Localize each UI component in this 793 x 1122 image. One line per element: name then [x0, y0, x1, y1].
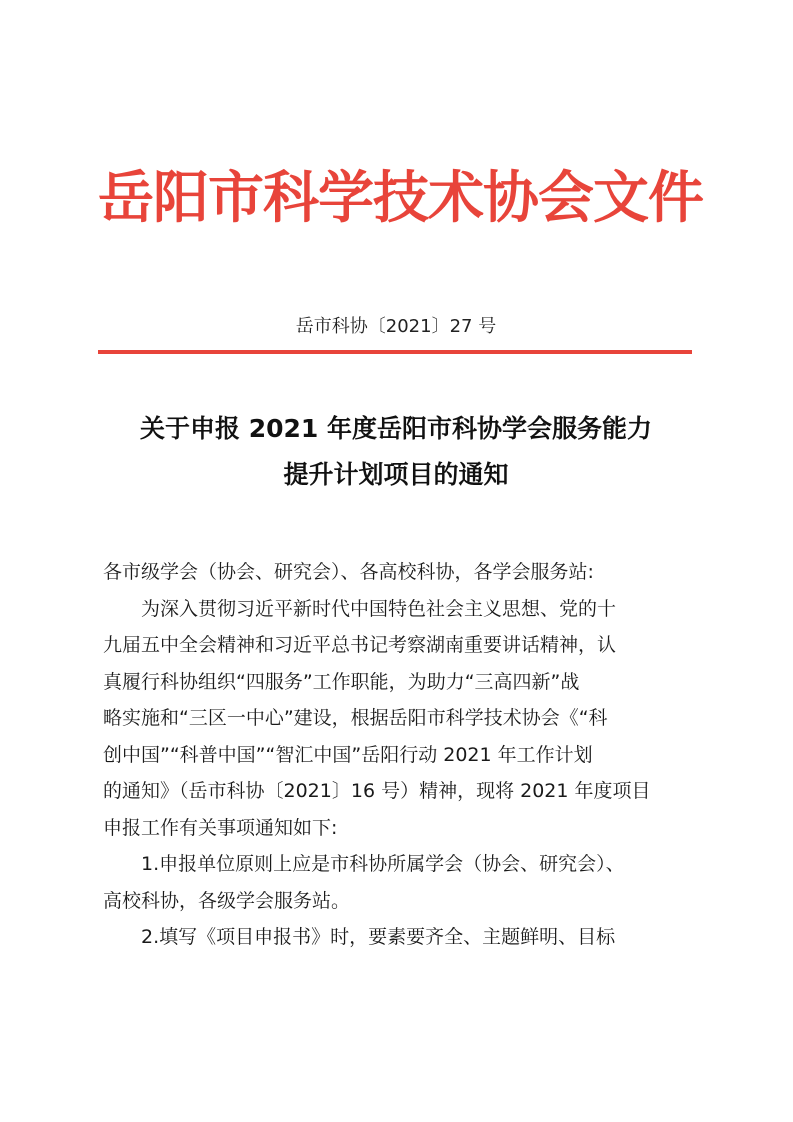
document-number: 岳市科协〔2021〕27 号 [295, 316, 497, 337]
addressee-line: 各市级学会（协会、研究会）、各高校科协，各学会服务站: [103, 561, 594, 583]
notice-body [103, 554, 688, 956]
title-line-2: 提升计划项目的通知 [283, 460, 509, 489]
paragraph-line: 的通知》（岳市科协〔2021〕16 号）精神，现将 2021 年度项目 [103, 780, 651, 802]
masthead-title: 岳阳市科学技术协会文件 [98, 165, 703, 231]
paragraph-line: 为深入贯彻习近平新时代中国特色社会主义思想、党的十 [141, 597, 617, 620]
paragraph-line: 真履行科协组织“四服务”工作职能，为助力“三高四新”战 [103, 670, 580, 693]
paragraph-line: 创中国”“科普中国”“智汇中国”岳阳行动 2021 年工作计划 [103, 743, 593, 766]
paragraph-line: 申报工作有关事项通知如下: [103, 816, 338, 839]
notice-title [98, 406, 694, 498]
red-divider-rule [98, 350, 692, 354]
title-line-1: 关于申报 2021 年度岳阳市科协学会服务能力 [140, 414, 652, 443]
list-item-1-line: 高校科协，各级学会服务站。 [103, 889, 351, 912]
list-item-1-line: 1.申报单位原则上应是市科协所属学会（协会、研究会）、 [141, 853, 625, 875]
paragraph-line: 略实施和“三区一中心”建设，根据岳阳市科学技术协会《“科 [103, 707, 608, 729]
list-item-2-line: 2.填写《项目申报书》时，要素要齐全、主题鲜明、目标 [141, 926, 616, 948]
paragraph-line: 九届五中全会精神和习近平总书记考察湖南重要讲话精神，认 [103, 634, 617, 656]
